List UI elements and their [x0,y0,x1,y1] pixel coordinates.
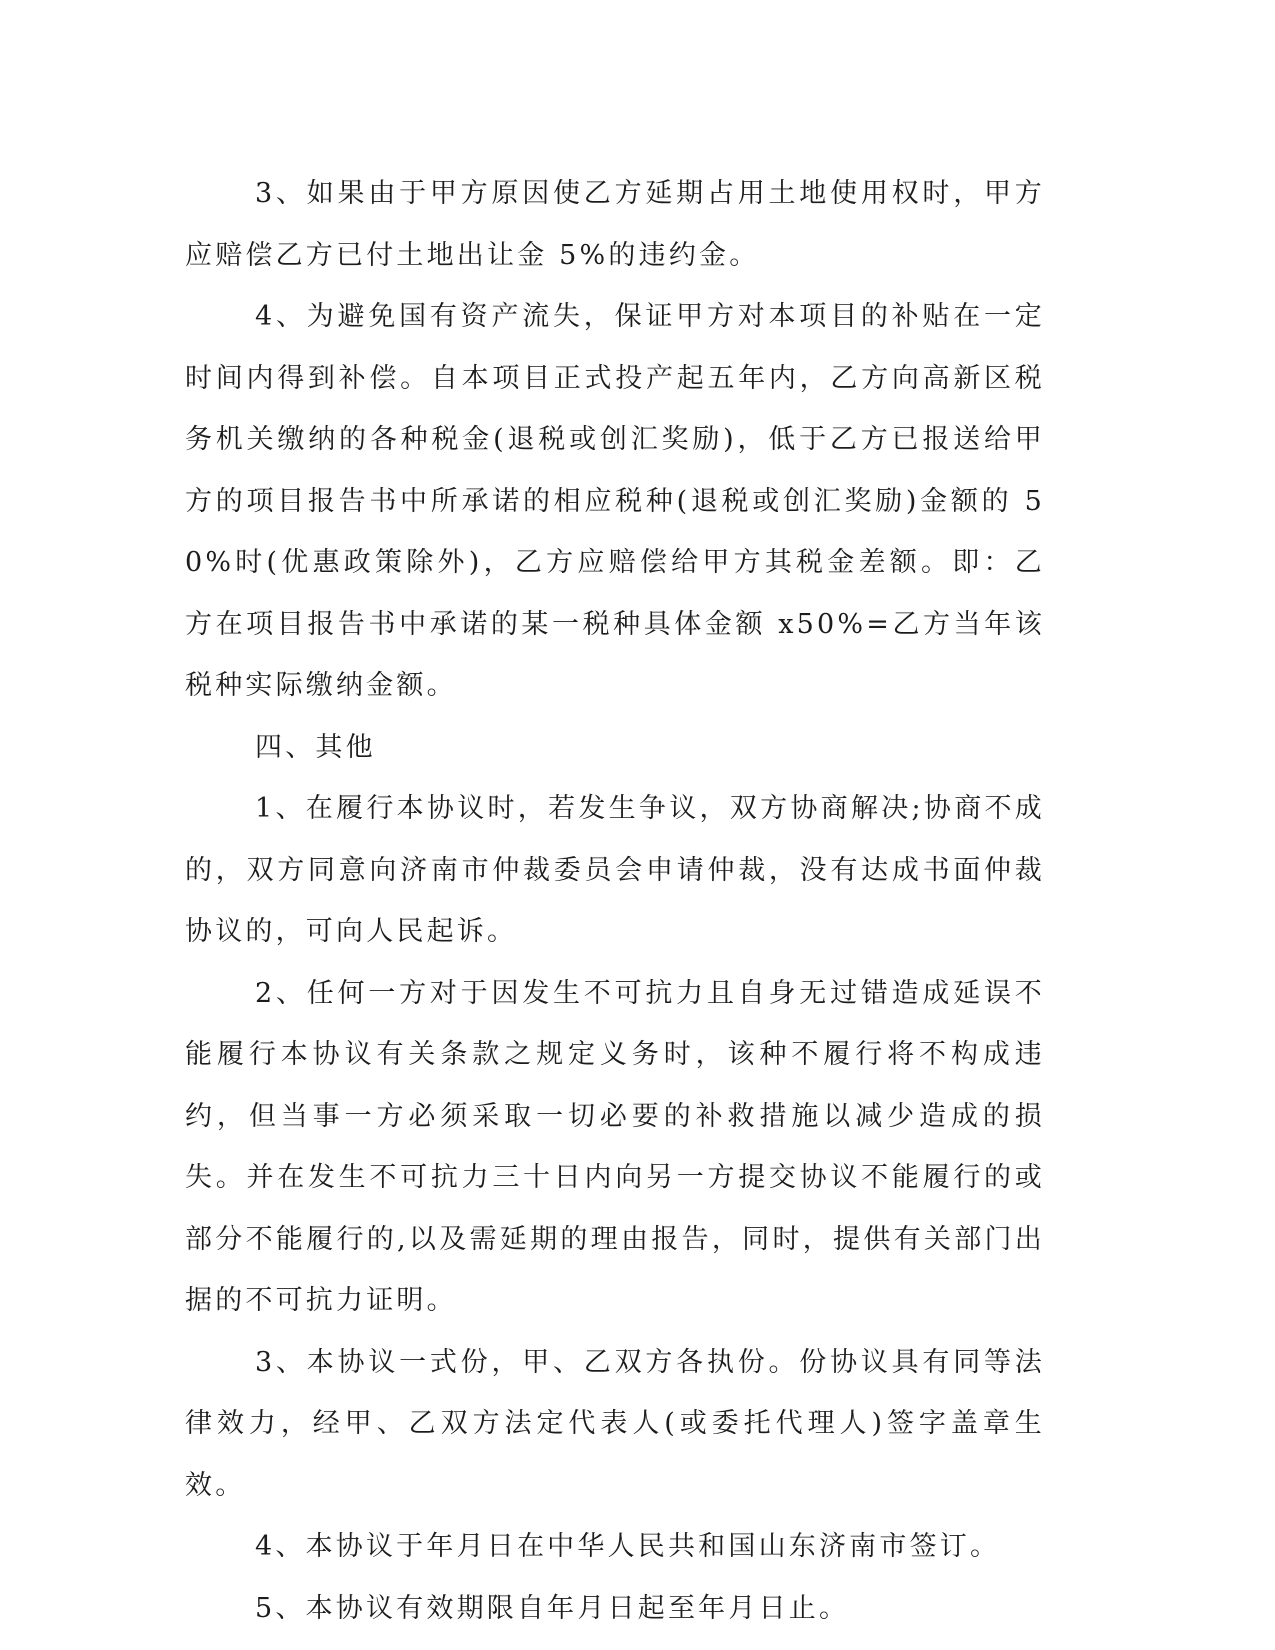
clause-1-dispute-resolution: 1、在履行本协议时，若发生争议，双方协商解决;协商不成的，双方同意向济南市仲裁委员会申请仲裁，没有达成书面仲裁协议的，可向人民起诉。 [185,793,1045,947]
document-body [185,163,1045,1639]
clause-3-late-land-use-penalty: 3、如果由于甲方原因使乙方延期占用土地使用权时，甲方应赔偿乙方已付土地出让金 5%的违约金。 [185,178,1045,271]
clause-3-copies-and-effect: 3、本协议一式份，甲、乙双方各执份。份协议具有同等法律效力，经甲、乙双方法定代表人(或委托代理人)签字盖章生效。 [185,1346,1045,1501]
clause-5-validity-period: 5、本协议有效期限自年月日起至年月日止。 [255,1592,850,1624]
section-heading-other: 四、其他 [255,731,376,763]
clause-4-tax-compensation: 4、为避免国有资产流失，保证甲方对本项目的补贴在一定时间内得到补偿。自本项目正式投产起五年内，乙方向高新区税务机关缴纳的各种税金(退税或创汇奖励)，低于乙方已报送给甲方的项目报告书中所承诺的相应税种(退税或创汇奖励)金额的 50%时(优惠政策除外)，乙方应赔偿给甲方其税金差额。即：乙方在项目报告书中承诺的某一税种具体金额 x50%=乙方当年该税种实际缴纳金额。 [185,301,1045,701]
clause-4-signing-place: 4、本协议于年月日在中华人民共和国山东济南市签订。 [255,1531,1001,1562]
clause-2-force-majeure: 2、任何一方对于因发生不可抗力且自身无过错造成延误不能履行本协议有关条款之规定义务时，该种不履行将不构成违约，但当事一方必须采取一切必要的补救措施以减少造成的损失。并在发生不可抗力三十日内向另一方提交协议不能履行的或部分不能履行的,以及需延期的理由报告，同时，提供有关部门出据的不可抗力证明。 [185,977,1045,1316]
